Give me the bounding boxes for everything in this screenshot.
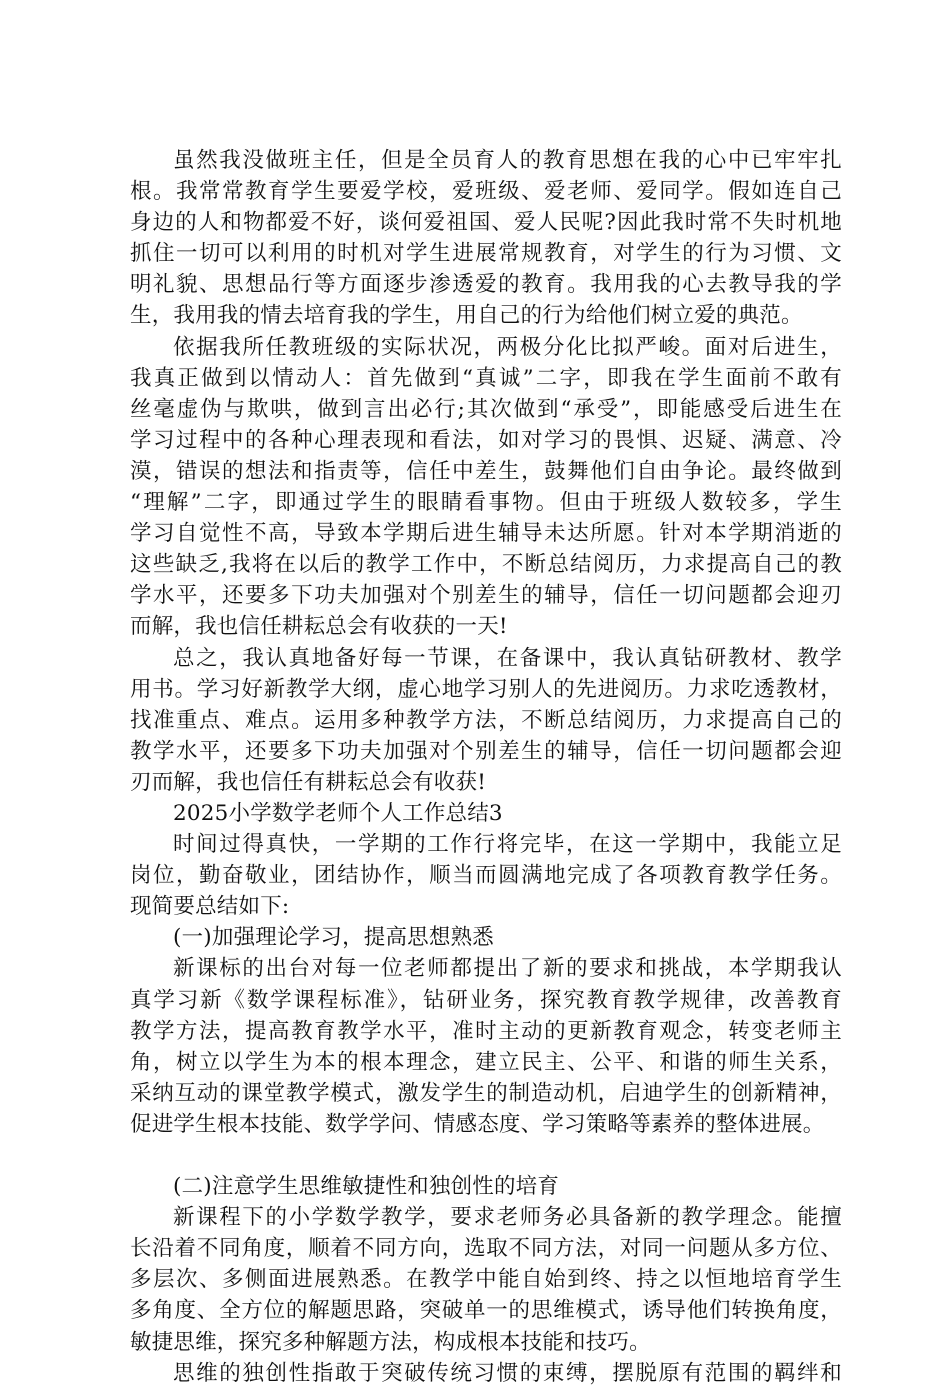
text-line: 找准重点、难点。运用多种教学方法，不断总结阅历，力求提高自己的 <box>130 707 842 733</box>
text-line: 依据我所任教班级的实际状况，两极分化比拟严峻。面对后进生， <box>173 334 842 360</box>
text-line: 根。我常常教育学生要爱学校，爱班级、爱老师、爱同学。假如连自己 <box>130 179 842 205</box>
text-line: 敏捷思维，探究多种解题方法，构成根本技能和技巧。 <box>130 1329 651 1355</box>
text-line: 刃而解，我也信任有耕耘总会有收获! <box>130 769 487 795</box>
text-line: 总之，我认真地备好每一节课，在备课中，我认真钻研教材、教学 <box>173 645 842 671</box>
text-line: 新课程下的小学数学教学，要求老师务必具备新的教学理念。能擅 <box>173 1205 842 1231</box>
text-line: 2025小学数学老师个人工作总结3 <box>173 800 503 826</box>
text-line: 多层次、多侧面进展熟悉。在教学中能自始到终、持之以恒地培育学生 <box>130 1267 842 1293</box>
text-line: 抓住一切可以利用的时机对学生进展常规教育，对学生的行为习惯、文 <box>130 241 842 267</box>
text-line: 生，我用我的情去培育我的学生，用自己的行为给他们树立爱的典范。 <box>130 303 803 329</box>
text-line: 明礼貌、思想品行等方面逐步渗透爱的教育。我用我的心去教导我的学 <box>130 272 842 298</box>
text-line: 真学习新《数学课程标准》，钻研业务，探究教育教学规律，改善教育 <box>130 987 842 1013</box>
text-line: 学习过程中的各种心理表现和看法，如对学习的畏惧、迟疑、满意、冷 <box>130 427 842 453</box>
text-line: 漠，错误的想法和指责等，信任中差生，鼓舞他们自由争论。最终做到 <box>130 458 842 484</box>
text-line: 长沿着不同角度，顺着不同方向，选取不同方法，对同一问题从多方位、 <box>130 1236 842 1262</box>
text-line: (一)加强理论学习，提高思想熟悉 <box>173 925 494 951</box>
text-line: 时间过得真快，一学期的工作行将完毕，在这一学期中，我能立足 <box>173 832 842 858</box>
blank-line <box>130 1140 842 1171</box>
text-line: 思维的独创性指敢于突破传统习惯的束缚，摆脱原有范围的羁绊和 <box>173 1360 842 1386</box>
text-line: 用书。学习好新教学大纲，虚心地学习别人的先进阅历。力求吃透教材， <box>130 676 842 702</box>
text-line: 学习自觉性不高，导致本学期后进生辅导未达所愿。针对本学期消逝的 <box>130 521 842 547</box>
text-line: 虽然我没做班主任，但是全员育人的教育思想在我的心中已牢牢扎 <box>173 148 842 173</box>
text-line: 学水平，还要多下功夫加强对个别差生的辅导，信任一切问题都会迎刃 <box>130 583 842 609</box>
text-line: 身边的人和物都爱不好，谈何爱祖国、爱人民呢?因此我时常不失时机地 <box>130 210 842 236</box>
text-line: 促进学生根本技能、数学学问、情感态度、学习策略等素养的整体进展。 <box>130 1111 825 1137</box>
text-line: 多角度、全方位的解题思路，突破单一的思维模式，诱导他们转换角度， <box>130 1298 842 1324</box>
text-line: 角，树立以学生为本的根本理念，建立民主、公平、和谐的师生关系， <box>130 1049 842 1075</box>
text-line: 新课标的出台对每一位老师都提出了新的要求和挑战，本学期我认 <box>173 956 842 982</box>
text-line: 丝毫虚伪与欺哄，做到言出必行;其次做到“承受”，即能感受后进生在 <box>130 396 842 422</box>
text-line: 采纳互动的课堂教学模式，激发学生的制造动机，启迪学生的创新精神， <box>130 1080 842 1106</box>
text-line: “理解”二字，即通过学生的眼睛看事物。但由于班级人数较多，学生 <box>130 490 842 516</box>
text-line: 这些缺乏,我将在以后的教学工作中，不断总结阅历，力求提高自己的教 <box>130 552 842 578</box>
text-line: 现简要总结如下: <box>130 894 290 920</box>
text-line: 教学方法，提高教育教学水平，准时主动的更新教育观念，转变老师主 <box>130 1018 842 1044</box>
text-line: (二)注意学生思维敏捷性和独创性的培育 <box>173 1174 560 1200</box>
text-line: 教学水平，还要多下功夫加强对个别差生的辅导，信任一切问题都会迎 <box>130 738 842 764</box>
text-line: 岗位，勤奋敬业，团结协作，顺当而圆满地完成了各项教育教学任务。 <box>130 863 842 889</box>
document-body <box>130 145 842 1389</box>
text-line: 我真正做到以情动人：首先做到“真诚”二字，即我在学生面前不敢有 <box>130 365 842 391</box>
text-line: 而解，我也信任耕耘总会有收获的一天! <box>130 614 508 640</box>
